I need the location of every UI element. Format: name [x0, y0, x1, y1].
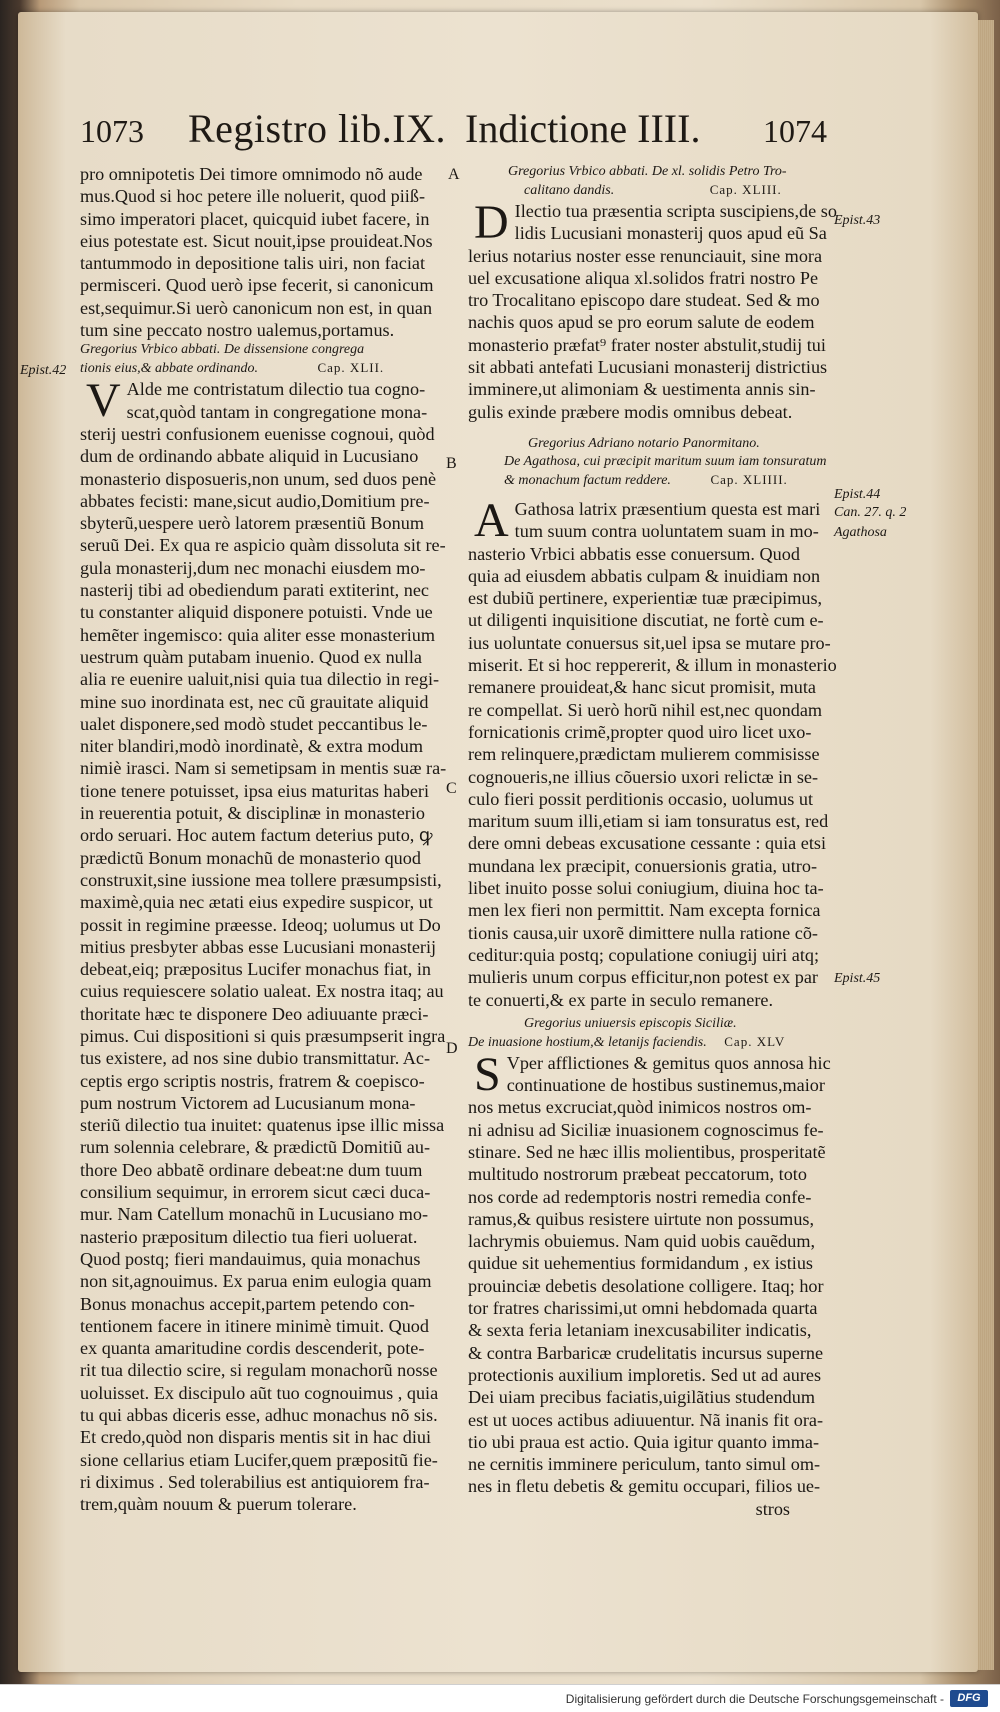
letter-45-line: nes in fletu debetis & gemitu occupari, filios ue- [468, 1476, 821, 1497]
letter-45-line: nos corde ad redemptoris nostri remedia confe- [468, 1186, 812, 1207]
letter-43-line: sit abbati antefati Lucusiani monasterij districtius [468, 357, 828, 378]
left-top-line: tantummodo in depositione talis uiri, non faciat [80, 253, 425, 274]
left-top-line: tum sine peccato nostro ualemus,portamus. [80, 320, 395, 341]
letter-44-line: nasterio Vrbici abbatis esse conuersum. Quod [468, 543, 800, 564]
letter-42-line: pimus. Cui dispositioni si quis præsumpserit ingra [80, 1025, 446, 1046]
letter-44-subheading [468, 471, 830, 490]
letter-42-line: prædictũ Bonum monachũ de monasterio quod [80, 847, 421, 868]
letter-44-subject-2: & monachum factum reddere. [504, 472, 671, 488]
margin-epist-42: Epist.42 [20, 363, 67, 378]
letter-42-line: niter blandiri,modò inordinatè, & extra modum [80, 736, 423, 757]
letter-42-line: ualet disponere,sed modò studet peccantibus le- [80, 713, 428, 734]
letter-42-line: uoluisset. Ex discipulo aũt tuo cognouimus , quia [80, 1382, 439, 1403]
letter-42-line: ordo seruari. Hoc autem factum deterius puto, ꝙ [80, 825, 433, 846]
margin-letter-a: A [448, 166, 460, 183]
margin-letter-c: C [446, 780, 457, 797]
letter-44-line: men lex fieri non permittit. Nam excepta fornica [468, 900, 821, 921]
letter-45-line: & sexta feria letaniam inexcusabiliter indicatis, [468, 1320, 812, 1341]
letter-42-line: steriũ dilectio tua inuitet: quatenus ipse illic missa [80, 1115, 445, 1136]
letter-44-line: fornicationis crimẽ,propter quod uiro licet uxo- [468, 721, 812, 742]
letter-45-line: tor fratres charissimi,ut omni hebdomada quarta [468, 1298, 818, 1319]
letter-44-line: rem relinquere,prædictam mulierem commisisse [468, 744, 820, 765]
margin-epist-44: Epist.44 [834, 487, 881, 502]
left-top-line: est,sequimur.Si uerò canonicum non est, in quan [80, 297, 433, 318]
letter-42-line: pum nostrum Victorem ad Lucusianum mona- [80, 1092, 416, 1113]
letter-42-heading: Gregorius Vrbico abbati. De dissensione congrega [80, 342, 365, 358]
letter-45-subheading [468, 1033, 830, 1052]
letter-44-line: tionis causa,uir uxorẽ dimittere nulla ratione cõ- [468, 922, 818, 943]
letter-42-line: trem,quàm nouum & puerum tolerare. [80, 1494, 357, 1515]
letter-42-line: alia re euenire ualuit,nisi quia tua dilectio in regi- [80, 669, 440, 690]
letter-43-subject: calitano dandis. [524, 183, 615, 198]
letter-45-chapter: Cap. XLV [724, 1033, 786, 1049]
letter-42-line: thoritate hæc te disponere Deo adiuuante præci- [80, 1003, 429, 1024]
running-header [80, 105, 840, 155]
letter-42-line: nasterio præpositum dilectio tua fieri uoluerat. [80, 1226, 418, 1247]
letter-44-line: est dubiũ pertinere, experientiæ tuæ præcipimus, [468, 588, 823, 609]
letter-45-body [468, 1096, 830, 1497]
letter-42-line: rum solennia celebrare, & prædictũ Domitiũ au- [80, 1137, 431, 1158]
letter-44-opening [468, 493, 830, 547]
letter-45-line: & contra Barbaricæ crudelitatis incursus superne [468, 1342, 824, 1363]
letter-44-line: ceditur:quia postq; copulatione coniugij uiri atq; [468, 944, 820, 965]
right-column [468, 163, 837, 1520]
letter-43-line: uel excusatione aliqua xl.solidos fratri nostro Pe [468, 267, 819, 288]
letter-42-subheading [80, 359, 440, 378]
left-text-top [80, 163, 440, 341]
header-title-right: Indictione IIII. [465, 106, 701, 151]
opening-44-line-1: Gathosa latrix præsentium questa est mari [514, 498, 821, 519]
letter-42-line: tu constanter aliquid disponere potuisti. Vnde ue [80, 602, 433, 623]
drop-initial-s: S [474, 1047, 501, 1101]
letter-44-line: re compellat. Si uerò horũ nihil est,nec quondam [468, 699, 823, 720]
letter-43-subheading [468, 181, 830, 200]
page-number-left: 1073 [80, 113, 144, 149]
letter-42-line: tu qui abbas diceris esse, adhuc monachus nõ sis. [80, 1405, 438, 1426]
letter-42-line: debeat,eiq; præpositus Lucifer monachus fiat, in [80, 959, 432, 980]
letter-43-line: imminere,ut alimoniam & uestimenta annis sin- [468, 379, 816, 400]
letter-42-line: tentionem facere in itinere minimè timuit. Quod [80, 1315, 429, 1336]
letter-44-line: mundana lex præcipit, conuersionis gratia, utro- [468, 855, 818, 876]
letter-45-line: lachrymis obuiemus. Nam quid uobis cauẽdum, [468, 1231, 816, 1252]
margin-letter-b: B [446, 455, 457, 472]
letter-45-opening [468, 1047, 831, 1101]
letter-43-body [468, 245, 830, 423]
letter-45-line: est ut uoces actibus adiuuentur. Nã inanis fit ora- [468, 1409, 824, 1430]
opening-43-line-1: Ilectio tua præsentia scripta suscipiens,de so [514, 201, 837, 221]
letter-44-line: ut diligenti inquisitione discutiat, ne fortè cum e- [468, 610, 824, 631]
letter-43-opening [468, 196, 837, 249]
letter-44-line: remanere prouideat,& hanc sicut promisit, muta [468, 677, 816, 698]
letter-43-line: monasterio præfat⁹ frater noster abstulit,studij tui [468, 334, 826, 355]
opening-line-2: scat,quòd tantam in congregatione mona- [126, 401, 428, 422]
letter-44-line: miserit. Et si hoc reppererit, & illum in monasterio [468, 655, 837, 676]
letter-45-line: Dei uiam precibus faciatis,uigilãtius studendum [468, 1387, 816, 1408]
letter-44-body [468, 543, 837, 1011]
margin-epist-45: Epist.45 [834, 971, 881, 986]
letter-43-heading: Gregorius Vrbico abbati. De xl. solidis Petro Tro- [508, 164, 787, 179]
footer-credit: Digitalisierung gefördert durch die Deutsche Forschungsgemeinschaft - [565, 1692, 944, 1706]
letter-45-line: stinare. Sed ne hæc illis molientibus, prosperitatẽ [468, 1141, 826, 1162]
margin-canon-reference: Can. 27. q. 2 [834, 505, 907, 520]
letter-42-line: sione cellarius etiam Lucifer,quem præpositũ fie- [80, 1449, 438, 1470]
letter-42-line: tus existere, ad nos sine dubio transmittatur. Ac- [80, 1048, 431, 1069]
letter-42-line: nimiè irasci. Nam si semetipsam in mentis suæ ra- [80, 758, 447, 779]
opening-line-1: Alde me contristatum dilectio tua cogno- [126, 379, 426, 400]
catchword: stros [755, 1498, 790, 1519]
letter-44-line: culo fieri possit perditionis occasio, uolumus ut [468, 788, 814, 809]
left-top-line: mus.Quod si hoc petere ille noluerit, quod piiß- [80, 186, 425, 207]
letter-45-line: ramus,& quibus resistere uirtute non possumus, [468, 1208, 815, 1229]
letter-42-line: tione tenere potuisset, ipsa eius maturitas haberi [80, 780, 429, 801]
letter-44-line: ius uoluntate conuersus sit,uel ipsa se mutare pro- [468, 632, 831, 653]
letter-44-line: quia ad eiusdem abbatis culpam & inuidiam non [468, 565, 821, 586]
letter-42-line: mine suo inordinata est, nec cũ grauitate aliquid [80, 691, 429, 712]
header-title-left: Registro lib.IX. [188, 106, 446, 151]
left-top-line: simo imperatori placet, quicquid iubet facere, in [80, 208, 430, 229]
letter-44-line: mulieris unum corpus efficitur,non potest ex par [468, 967, 818, 988]
letter-44-chapter: Cap. XLIIII. [710, 471, 788, 487]
letter-42-line: dum de ordinando abbate aliquid in Lucusiano [80, 446, 419, 467]
margin-epist-43: Epist.43 [834, 213, 881, 228]
letter-42-line: construxit,sine iussione mea tollere præsumpsisti, [80, 869, 442, 890]
margin-agathosa: Agathosa [834, 525, 887, 540]
letter-42-line: Quod postq; fieri mandauimus, quia monachus [80, 1248, 421, 1269]
letter-43-chapter: Cap. XLIII. [709, 182, 782, 197]
footer-bar [0, 1684, 1000, 1712]
letter-42-line: Bonus monachus accepit,partem petendo con- [80, 1293, 415, 1314]
letter-42-line: seruũ Dei. Ex qua re aspicio quàm dissoluta sit re- [80, 535, 446, 556]
letter-45-line: quidue sit uehementius formidandum , ex istius [468, 1253, 814, 1274]
letter-42-line: non sit,agnouimus. Ex parua enim eulogia quam [80, 1271, 432, 1292]
page-number-right: 1074 [763, 113, 827, 149]
letter-43-line: gulis exinde præbere modis omnibus debeat. [468, 401, 793, 422]
letter-45-line: protectionis auxilium imploretis. Sed ut ad aures [468, 1364, 822, 1385]
letter-42-subject: tionis eius,& abbate ordinando. [80, 361, 258, 377]
letter-42-line: mur. Nam Catellum monachũ in Lucusiano mo- [80, 1204, 429, 1225]
opening-45-line-1: Vper afflictiones & gemitus quos annosa hic [506, 1052, 831, 1073]
letter-44-heading: Gregorius Adriano notario Panormitano. [528, 435, 760, 451]
letter-45-line: ni adnisu ad Siciliæ inuasionem cognoscimus fe- [468, 1119, 824, 1140]
letter-42-line: consilium sequimur, in errorem sicut cæci duca- [80, 1182, 431, 1203]
letter-44-line: maritum suum illi,etiam si iam tonsuratus est, red [468, 811, 829, 832]
letter-42-line: hemẽter ingemisco: quia aliter esse monasterium [80, 624, 436, 645]
letter-42-line: mitius presbyter abbas esse Lucusiani monasterij [80, 936, 437, 957]
left-top-line: eius potestate est. Sicut nouit,ipse prouideat.Nos [80, 230, 433, 251]
letter-45-line: tio ubi praua est actio. Quia igitur quanto imma- [468, 1431, 820, 1452]
letter-42-line: nasterij tibi ad obediendum parati extiterint, nec [80, 580, 429, 601]
letter-42-line: ex quanta amaritudine cordis descenderit, pote- [80, 1338, 425, 1359]
letter-43-line: tro Trocalitano episcopo dare studeat. Sed & mo [468, 290, 820, 311]
letter-44-line: libet inuito posse solui coniugium, diuina hoc ta- [468, 878, 824, 899]
letter-45-heading: Gregorius uniuersis episcopis Siciliæ. [524, 1015, 737, 1031]
opening-44-line-2: tum suum contra uoluntatem suam in mo- [514, 521, 819, 542]
dfg-logo: DFG [950, 1690, 988, 1707]
drop-initial-v: V [86, 374, 121, 428]
left-top-line: permisceri. Quod uerò ipse fecerit, si canonicum [80, 275, 434, 296]
left-column [80, 163, 447, 1516]
letter-42-line: maximè,quia nec ætati eius expedire suspicor, ut [80, 892, 433, 913]
letter-42-line: sterij uestri confusionem euenisse cognoui, quòd [80, 423, 435, 444]
letter-44-subject-1: De Agathosa, cui præcipit maritum suum iam tonsuratum [504, 453, 827, 469]
letter-42-opening [80, 374, 440, 428]
letter-43-line: lerius notarius noster esse renunciauit, sine mora [468, 245, 823, 266]
letter-42-line: sbyterũ,uespere uerò latorem præsentiũ Bonum [80, 513, 424, 534]
letter-42-line: rit tua dilectio scire, si regulam monachorũ nosse [80, 1360, 438, 1381]
margin-letter-d: D [446, 1040, 458, 1057]
opening-45-line-2: continuatione de hostibus sustinemus,maior [506, 1075, 825, 1096]
drop-initial-d: D [474, 196, 509, 249]
letter-44-line: cognoueris,ne illius cõuersio uxori relictæ in se- [468, 766, 819, 787]
letter-45-line: multitudo nostrorum præbeat peccatorum, toto [468, 1164, 807, 1185]
letter-42-line: thore Deo abbatẽ ordinare debeat:ne dum tuum [80, 1159, 423, 1180]
letter-45-line: ne cernitis imminere periculum, tanto simul om- [468, 1454, 821, 1475]
letter-42-chapter: Cap. XLII. [317, 360, 385, 376]
letter-42-line: abbates fecisti: mane,sicut audio,Domitium pre- [80, 490, 430, 511]
letter-42-line: possit in regimine præesse. Ideoq; uolumus ut Do [80, 914, 441, 935]
letter-42-body [80, 423, 447, 1516]
letter-42-line: uestrum quàm putabam inuenio. Quod ex nulla [80, 646, 422, 667]
letter-45-subject: De inuasione hostium,& letanijs faciendis. [468, 1034, 707, 1050]
drop-initial-a: A [474, 493, 509, 547]
letter-44-line: dere omni debeas excusatione cessante : quia etsi [468, 833, 827, 854]
letter-42-line: in reuerentia potuit, & disciplinæ in monasterio [80, 803, 425, 824]
letter-42-line: Et credo,quòd non disparis mentis sit in hac diui [80, 1427, 432, 1448]
letter-45-line: nos metus excruciat,quòd inimicos nostros om- [468, 1097, 812, 1118]
letter-42-line: monasterio disposueris,non unum, sed duos penè [80, 468, 437, 489]
letter-45-line: prouinciæ debetis desolatione colligere. Itaq; hor [468, 1275, 824, 1296]
letter-42-line: ceptis ergo scriptis nostris, fratrem & coepisco- [80, 1070, 425, 1091]
letter-44-line: te conuerti,& ex parte in seculo remanere. [468, 989, 774, 1010]
letter-42-line: gula monasterij,dum nec monachi eiusdem mo- [80, 557, 426, 578]
letter-42-line: ri diximus . Sed tolerabilius est antiquiorem fra- [80, 1471, 430, 1492]
letter-42-line: cuius requiescere solatio ualeat. Ex nostra itaq; au [80, 981, 444, 1002]
letter-43-line: nachis quos apud se pro eorum salute de eodem [468, 312, 815, 333]
page-edges [978, 20, 994, 1670]
left-top-line: pro omnipotetis Dei timore omnimodo nõ aude [80, 164, 423, 184]
opening-43-line-2: lidis Lucusiani monasterij quos apud eũ Sa [514, 223, 827, 244]
